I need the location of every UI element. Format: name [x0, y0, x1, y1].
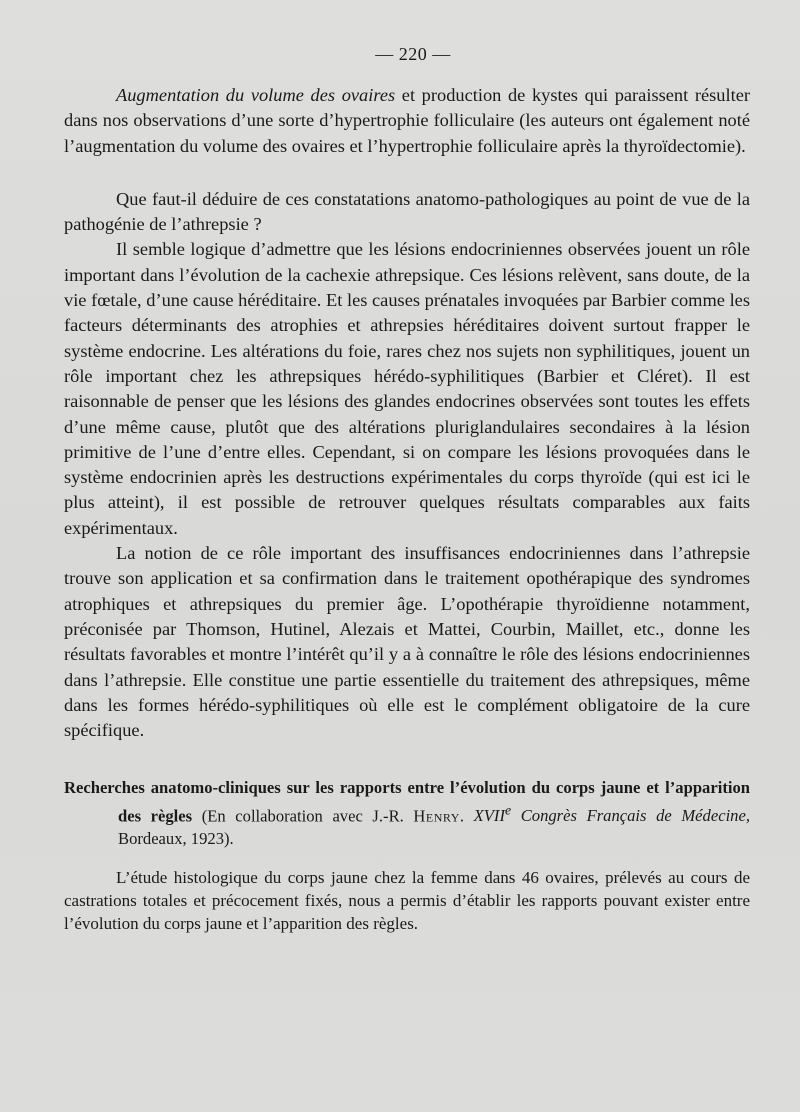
section-heading-title: Recherches anatomo-cliniques sur les rapports entre l’évolution du corps jaune et l’apparition des règles [64, 778, 750, 826]
section-heading-congress [473, 802, 750, 826]
section-heading-paren: (En collaboration avec J.-R. [192, 806, 414, 826]
congress-name: Congrès Français de Médecine, [511, 806, 750, 826]
paragraph-notion: La notion de ce rôle important des insuffisances endocriniennes dans l’athrepsie trouve son application et sa confirmation dans le traitement opothérapique des syndromes atrophiques et athrepsiques du premier âge. L’opothérapie thyroïdienne notamment, préconisée par Thomson, Hutinel, Alezais et Mattei, Courbin, Maillet, etc., donne les résultats favorables et montre l’intérêt qu’il y a à connaître le rôle des lésions endocriniennes dans l’athrepsie. Elle constitue une partie essentielle du traitement des athrepsiques, même dans les formes hérédo-syphilitiques où elle est le complément obligatoire de la cure spécifique. [64, 543, 750, 741]
section-heading-tail: Bordeaux, 1923). [118, 828, 234, 848]
congress-sup: e [504, 802, 512, 818]
section-heading-sep: . [459, 806, 474, 826]
section-heading-author: Henry [413, 806, 460, 826]
paragraph-corps-jaune: L’étude histologique du corps jaune chez la femme dans 46 ovaires, prélevés au cours de castrations totales et précocement fixés, nous a permis d’établir les rapports pouvant exister entre l’évolution du corps jaune et l’apparition des règles. [64, 868, 750, 934]
paragraph-ovaires-text: et production de kystes qui paraissent résulter dans nos observations d’une sorte d’hypertrophie folliculaire (les auteurs ont également noté l’augmentation du volume des ovaires et l’hypertrophie folliculaire après la thyroïdectomie). [64, 85, 750, 156]
paragraph-ovaires-lead: Augmentation du volume des ovaires [116, 85, 396, 105]
congress-numeral: XVII [473, 806, 505, 826]
page-number: — 220 — [375, 44, 451, 64]
section-heading [64, 777, 750, 850]
paragraph-question: Que faut-il déduire de ces constatations anatomo-pathologiques au point de vue de la pathogénie de l’athrepsie ? [64, 188, 750, 235]
paragraph-lesions: Il semble logique d’admettre que les lésions endocriniennes observées jouent un rôle important dans l’évolution de la cachexie athrepsique. Ces lésions relèvent, sans doute, de la vie fœtale, d’une cause héréditaire. Et les causes prénatales invoquées par Barbier comme les facteurs déterminants des atrophies et athrepsies héréditaires doivent surtout frapper le système endocrine. Les altérations du foie, rares chez nos sujets non syphilitiques, jouent un rôle important chez les athrepsiques hérédo-syphilitiques (Barbier et Cléret). Il est raisonnable de penser que les lésions des glandes endocrines observées sont toutes les effets d’une même cause, plutôt que des altérations pluriglandulaires secondaires à la lésion primitive de l’une d’entre elles. Cependant, si on compare les lésions provoquées dans le système endocrinien après les destructions expérimentales du corps thyroïde (qui est ici le plus atteint), il est possible de retrouver quelques résultats comparables aux faits expérimentaux. [64, 239, 750, 538]
paragraph-ovaires [64, 83, 750, 159]
